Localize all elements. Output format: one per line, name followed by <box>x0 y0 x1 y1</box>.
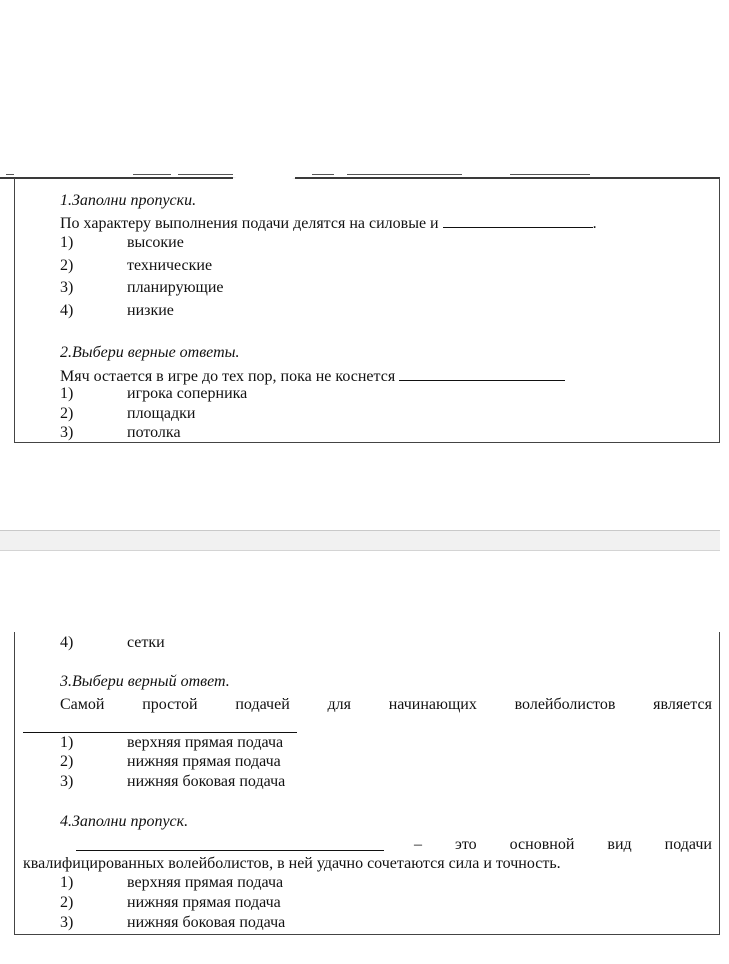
q4-answer-blank <box>76 850 384 851</box>
q4-question-line2: квалифицированных волейболистов, в ней удачно сочетаются сила и точность. <box>23 855 561 872</box>
q1-option-text: планирующие <box>127 279 224 296</box>
q1-option-text: низкие <box>127 302 174 319</box>
q1-question: По характеру выполнения подачи делятся на силовые и . <box>60 215 597 232</box>
q3-option-text: нижняя боковая подача <box>127 773 286 790</box>
q4-word: подачи <box>664 836 712 853</box>
q4-option-text: нижняя боковая подача <box>127 914 286 931</box>
q4-title: 4.Заполни пропуск. <box>60 813 189 830</box>
q1-option-number: 3) <box>60 279 74 296</box>
q4-word: это <box>455 836 477 853</box>
q4-word: – <box>414 836 422 853</box>
q2-option-text: игрока соперника <box>127 385 248 402</box>
q3-word: Самой <box>60 696 105 713</box>
q3-title: 3.Выбери верный ответ. <box>60 673 230 690</box>
q3-question <box>60 695 712 715</box>
q3-word: для <box>327 696 351 713</box>
q4-word: основной <box>509 836 575 853</box>
q1-option-number: 1) <box>60 234 74 251</box>
q3-word: волейболистов <box>514 696 616 713</box>
page-separator <box>0 530 720 551</box>
q1-title: 1.Заполни пропуски. <box>60 192 197 209</box>
q2-option-text: сетки <box>127 634 165 651</box>
q4-option-number: 1) <box>60 874 74 891</box>
q4-option-text: верхняя прямая подача <box>127 874 284 891</box>
q2-option-text: площадки <box>127 405 196 422</box>
q3-option-text: верхняя прямая подача <box>127 734 284 751</box>
q2-title: 2.Выбери верные ответы. <box>60 344 240 361</box>
q2-option-number: 1) <box>60 385 74 402</box>
q3-option-number: 3) <box>60 773 74 790</box>
q3-option-number: 2) <box>60 753 74 770</box>
q2-option-number: 4) <box>60 634 74 651</box>
q4-word: вид <box>607 836 632 853</box>
q3-word: подачей <box>235 696 290 713</box>
q4-option-text: нижняя прямая подача <box>127 894 281 911</box>
q3-option-text: нижняя прямая подача <box>127 753 281 770</box>
q1-option-number: 4) <box>60 302 74 319</box>
q4-option-number: 3) <box>60 914 74 931</box>
q2-option-text: потолка <box>127 424 181 441</box>
q1-option-text: высокие <box>127 234 184 251</box>
q3-word: простой <box>142 696 198 713</box>
q1-answer-blank <box>443 213 593 228</box>
q1-option-number: 2) <box>60 257 74 274</box>
q1-option-text: технические <box>127 257 213 274</box>
q2-option-number: 3) <box>60 424 74 441</box>
q3-word: начинающих <box>388 696 477 713</box>
q2-question: Мяч остается в игре до тех пор, пока не коснется <box>60 366 565 387</box>
q4-question-line1 <box>414 835 712 855</box>
q3-word: является <box>653 696 712 713</box>
q2-option-number: 2) <box>60 405 74 422</box>
q2-answer-blank <box>399 366 565 381</box>
q3-option-number: 1) <box>60 734 74 751</box>
q4-option-number: 2) <box>60 894 74 911</box>
